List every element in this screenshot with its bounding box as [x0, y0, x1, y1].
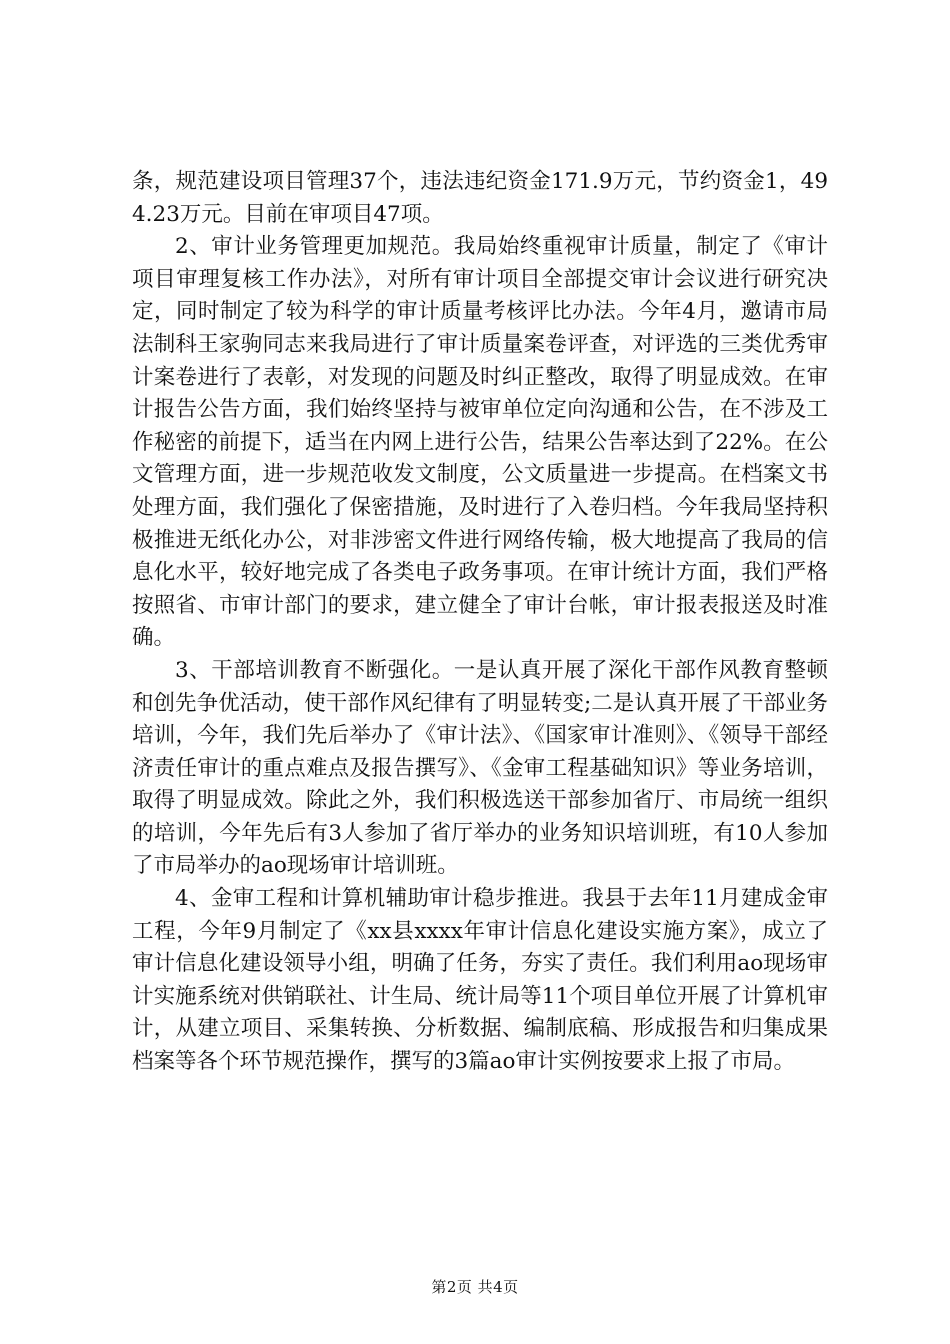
paragraph-golden-audit-project: 4、金审工程和计算机辅助审计稳步推进。我县于去年11月建成金审工程，今年9月制定了《xx县xxxx年审计信息化建设实施方案》，成立了审计信息化建设领导小组，明确了任务，夯实了责任。我们利用ao现场审计实施系统对供销联社、计生局、统计局等11个项目单位开展了计算机审计，从建立项目、采集转换、分析数据、编制底稿、形成报告和归集成果档案等各个环节规范操作，撰写的3篇ao审计实例按要求上报了市局。	[132, 886, 828, 1075]
page-footer: 第2页 共4页	[431, 1278, 519, 1296]
paragraph-continuation: 条，规范建设项目管理37个，违法违纪资金171.9万元，节约资金1，494.23万元。目前在审项目47项。	[132, 169, 828, 227]
paragraph-cadre-training: 3、干部培训教育不断强化。一是认真开展了深化干部作风教育整顿和创先争优活动，使干部作风纪律有了明显转变;二是认真开展了干部业务培训，今年，我们先后举办了《审计法》、《国家审计准则》、《领导干部经济责任审计的重点难点及报告撰写》、《金审工程基础知识》等业务培训，取得了明显成效。除此之外，我们积极选送干部参加省厅、市局统一组织的培训，今年先后有3人参加了省厅举办的业务知识培训班，有10人参加了市局举办的ao现场审计培训班。	[132, 657, 828, 879]
document-body	[132, 166, 828, 1079]
paragraph-audit-management: 2、审计业务管理更加规范。我局始终重视审计质量，制定了《审计项目审理复核工作办法》，对所有审计项目全部提交审计会议进行研究决定，同时制定了较为科学的审计质量考核评比办法。今年4月，邀请市局法制科王家驹同志来我局进行了审计质量案卷评查，对评选的三类优秀审计案卷进行了表彰，对发现的问题及时纠正整改，取得了明显成效。在审计报告公告方面，我们始终坚持与被审单位定向沟通和公告，在不涉及工作秘密的前提下，适当在内网上进行公告，结果公告率达到了22%。在公文管理方面，进一步规范收发文制度，公文质量进一步提高。在档案文书处理方面，我们强化了保密措施，及时进行了入卷归档。今年我局坚持积极推进无纸化办公，对非涉密文件进行网络传输，极大地提高了我局的信息化水平，较好地完成了各类电子政务事项。在审计统计方面，我们严格按照省、市审计部门的要求，建立健全了审计台帐，审计报表报送及时准确。	[132, 234, 828, 651]
